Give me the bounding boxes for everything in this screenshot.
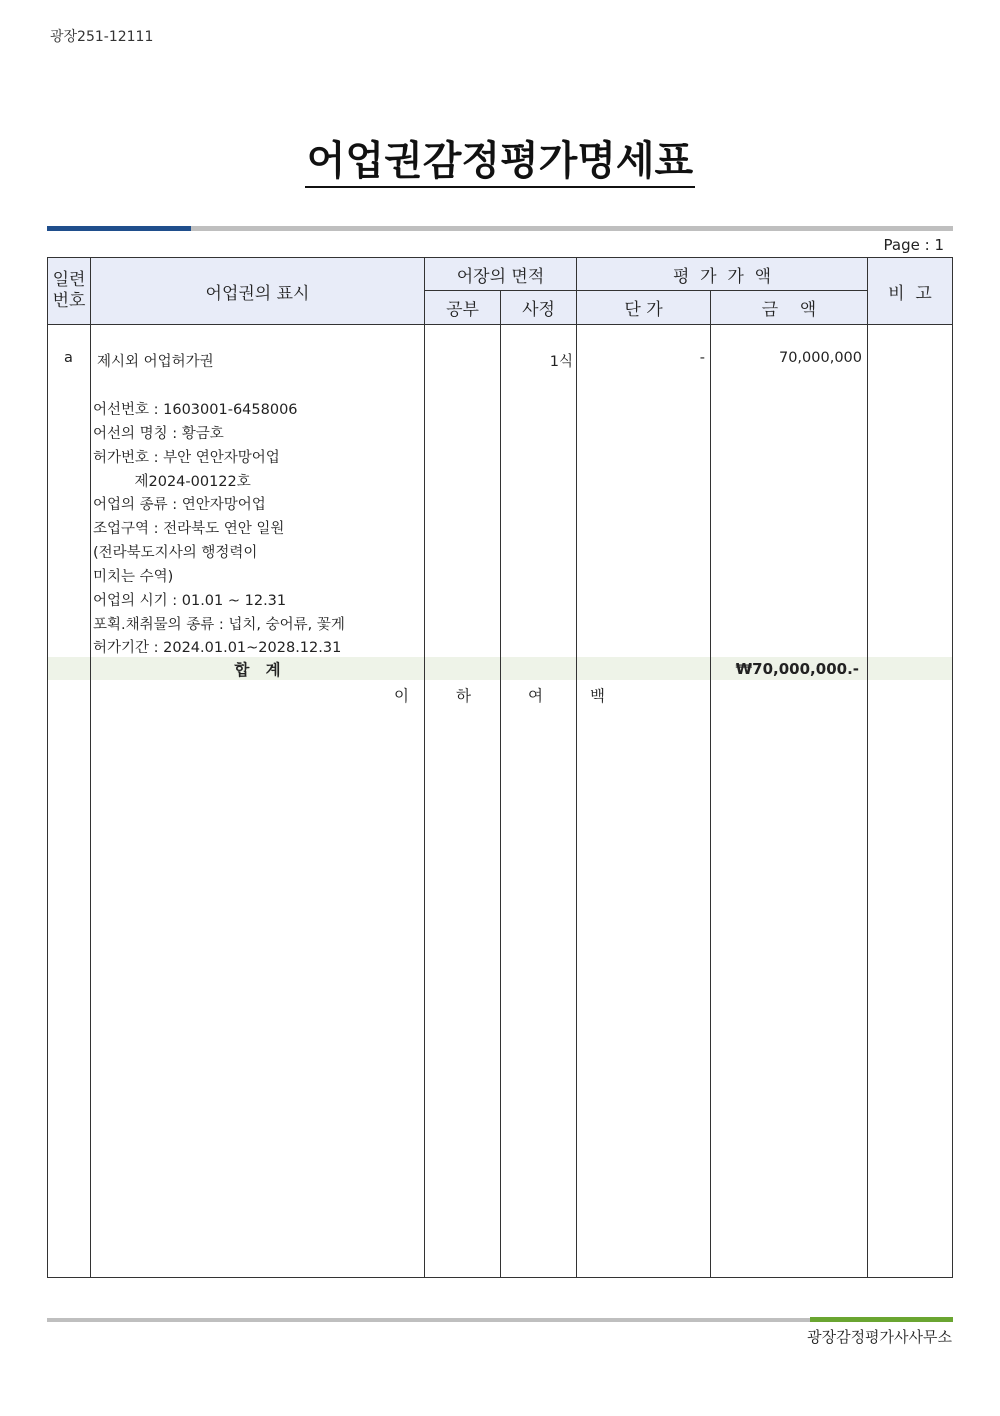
bottom-divider-accent	[810, 1317, 953, 1322]
page-number: Page : 1	[883, 236, 944, 254]
detail-line: 조업구역 : 전라북도 연안 일원	[93, 521, 285, 537]
row-serial: a	[64, 350, 73, 366]
header-description: 어업권의 표시	[205, 283, 310, 304]
header-serial-line1: 일련	[52, 270, 86, 290]
page-title	[0, 136, 1000, 188]
blank-marker-char: 이	[394, 687, 409, 705]
blank-marker-char: 하	[456, 687, 471, 705]
table-border-left	[47, 257, 48, 1278]
header-serial-line2: 번호	[52, 291, 86, 311]
document-number: 광장251-12111	[50, 29, 154, 45]
header-amount: 금 액	[761, 300, 817, 320]
header-unit-price: 단 가	[624, 300, 663, 320]
table-border-right	[952, 257, 953, 1278]
header-serial	[48, 258, 90, 324]
column-divider	[576, 257, 577, 1278]
column-divider	[867, 257, 868, 1278]
detail-line: 허가기간 : 2024.01.01~2028.12.31	[93, 640, 342, 656]
office-name: 광장감정평가사사무소	[807, 1328, 952, 1346]
total-amount: ₩70,000,000.-	[735, 660, 859, 678]
header-area-actual: 사정	[522, 300, 555, 320]
header-remarks: 비 고	[888, 283, 932, 304]
header-value-group: 평 가 가 액	[672, 266, 772, 287]
blank-marker-char: 백	[590, 687, 605, 705]
detail-line: 어선의 명칭 : 황금호	[93, 426, 224, 442]
header-area-group: 어장의 면적	[456, 266, 545, 287]
detail-line: (전라북도지사의 행정력이	[93, 545, 258, 561]
total-label: 합 계	[234, 660, 281, 679]
row-item-name: 제시외 어업허가권	[97, 354, 214, 370]
row-area-actual: 1식	[549, 354, 573, 370]
column-divider	[500, 290, 501, 1278]
header-area-official: 공부	[446, 300, 479, 320]
column-divider	[710, 290, 711, 1278]
detail-line: 어선번호 : 1603001-6458006	[93, 402, 298, 418]
detail-line: 미치는 수역)	[93, 569, 174, 585]
column-divider	[90, 257, 91, 1278]
detail-line: 어업의 시기 : 01.01 ~ 12.31	[93, 593, 287, 609]
row-amount: 70,000,000	[778, 350, 862, 366]
detail-line: 어업의 종류 : 연안자망어업	[93, 497, 266, 513]
row-unit-price: -	[699, 350, 705, 366]
detail-line: 포획.채취물의 종류 : 넙치, 숭어류, 꽃게	[93, 617, 345, 633]
column-divider	[424, 257, 425, 1278]
detail-line: 허가번호 : 부안 연안자망어업	[93, 450, 280, 466]
detail-line: 제2024-00122호	[93, 474, 251, 490]
blank-marker-char: 여	[528, 687, 543, 705]
page-title-text: 어업권감정평가명세표	[305, 136, 695, 188]
top-divider-accent	[47, 226, 191, 231]
